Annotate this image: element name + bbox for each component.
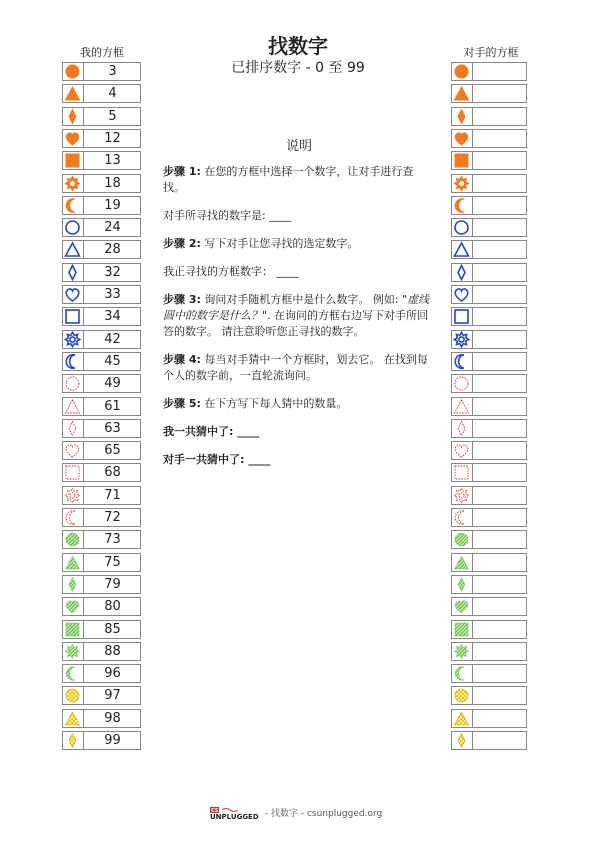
step-4-label: 步骤 4: <box>163 353 201 366</box>
cell-divider <box>472 219 473 236</box>
step-2-label: 步骤 2: <box>163 237 201 250</box>
checkered-diamond-icon <box>63 732 82 749</box>
my-box-row <box>62 196 141 215</box>
svg-text:UNPLUGGED: UNPLUGGED <box>210 812 259 821</box>
cell-divider <box>83 175 84 192</box>
step-3-text-b: . 在询问的方框右边写下对手所回答的数字。 请注意聆听您正寻找的数字。 <box>163 309 429 338</box>
my-box-number: 99 <box>104 733 121 748</box>
cell-divider <box>472 487 473 504</box>
opponent-box-number <box>474 710 526 727</box>
opponent-box-number <box>474 687 526 704</box>
opponent-box-row <box>451 441 527 460</box>
cell-divider <box>472 175 473 192</box>
cell-divider <box>83 264 84 281</box>
opponent-box-row <box>451 107 527 126</box>
solid-sun-icon <box>452 175 471 192</box>
opponent-box-row <box>451 664 527 683</box>
my-box-row <box>62 463 141 482</box>
opponent-box-row <box>451 575 527 594</box>
footer <box>210 806 410 821</box>
opponent-box-row <box>451 174 527 193</box>
solid-sun-icon <box>63 175 82 192</box>
striped-diamond-icon <box>452 576 471 593</box>
checkered-circle-icon <box>63 687 82 704</box>
step-3-label: 步骤 3: <box>163 293 201 306</box>
cell-divider <box>83 487 84 504</box>
my-box-number: 63 <box>104 420 121 436</box>
dashed-diamond-icon <box>63 420 82 437</box>
my-box-row <box>62 508 141 527</box>
opponent-box-row <box>451 463 527 482</box>
cell-divider <box>472 531 473 548</box>
step-3-example: "虚线圆中的数字是什么？" <box>163 293 430 322</box>
striped-sun-icon <box>63 643 82 660</box>
opponent-box-row <box>451 731 527 750</box>
outline-circle-icon <box>452 219 471 236</box>
my-guess-count <box>163 424 435 440</box>
dashed-square-icon <box>63 464 82 481</box>
cell-divider <box>472 108 473 125</box>
solid-diamond-icon <box>63 108 82 125</box>
my-box-number: 72 <box>104 510 121 525</box>
my-box-row <box>62 352 141 371</box>
opponent-box-number <box>474 85 526 102</box>
my-box-number: 4 <box>108 86 117 102</box>
cell-divider <box>83 241 84 258</box>
outline-moon-icon <box>63 353 82 370</box>
dashed-circle-icon <box>63 375 82 392</box>
dashed-triangle-icon <box>63 398 82 415</box>
cell-divider <box>83 420 84 437</box>
cell-divider <box>83 152 84 169</box>
opponent-box-number <box>474 576 526 593</box>
striped-circle-icon <box>452 531 471 548</box>
opponent-box-number <box>474 308 526 325</box>
solid-heart-icon <box>452 130 471 147</box>
outline-heart-icon <box>452 286 471 303</box>
my-box-number: 73 <box>104 532 121 548</box>
opponent-box-number <box>474 175 526 192</box>
solid-heart-icon <box>63 130 82 147</box>
my-guess-count-text: 我一共猜中了: ____ <box>163 425 260 438</box>
step-1-text: 在您的方框中选择一个数字，让对手进行查找。 <box>163 165 414 194</box>
my-box-number: 88 <box>104 643 121 659</box>
outline-triangle-icon <box>63 241 82 258</box>
striped-heart-icon <box>452 598 471 615</box>
solid-circle-icon <box>63 63 82 80</box>
cell-divider <box>472 621 473 638</box>
opponent-box-number <box>474 219 526 236</box>
opponent-box-row <box>451 240 527 259</box>
cell-divider <box>83 598 84 615</box>
cell-divider <box>472 197 473 214</box>
dashed-triangle-icon <box>452 398 471 415</box>
cell-divider <box>472 643 473 660</box>
cell-divider <box>472 241 473 258</box>
cell-divider <box>472 576 473 593</box>
my-box-row <box>62 620 141 639</box>
my-box-row <box>62 174 141 193</box>
opponent-box-number <box>474 264 526 281</box>
checkered-diamond-icon <box>452 732 471 749</box>
my-box-number: 13 <box>104 153 121 169</box>
my-box-number: 97 <box>104 688 121 704</box>
opponent-box-number <box>474 464 526 481</box>
opponent-box-number <box>474 554 526 571</box>
opponent-box-row <box>451 129 527 148</box>
opponent-box-number <box>474 375 526 392</box>
cell-divider <box>83 286 84 303</box>
my-box-row <box>62 419 141 438</box>
cell-divider <box>472 398 473 415</box>
footer-text: - 找数字 - csunplugged.org <box>262 809 383 819</box>
my-box-row <box>62 441 141 460</box>
my-box-row <box>62 597 141 616</box>
step-5-label: 步骤 5: <box>163 397 201 410</box>
opponent-box-row <box>451 62 527 81</box>
opponent-box-row <box>451 218 527 237</box>
cell-divider <box>472 420 473 437</box>
cell-divider <box>83 554 84 571</box>
cell-divider <box>83 576 84 593</box>
cell-divider <box>472 63 473 80</box>
cell-divider <box>472 442 473 459</box>
outline-moon-icon <box>452 353 471 370</box>
my-box-number: 19 <box>104 197 121 213</box>
opponent-box-row <box>451 709 527 728</box>
dashed-moon-icon <box>63 509 82 526</box>
title-block <box>180 34 416 78</box>
opponent-box-number <box>474 152 526 169</box>
checkered-circle-icon <box>452 687 471 704</box>
striped-triangle-icon <box>452 554 471 571</box>
outline-triangle-icon <box>452 241 471 258</box>
opponent-box-row <box>451 419 527 438</box>
cell-divider <box>472 331 473 348</box>
opponent-box-row <box>451 597 527 616</box>
my-box-number: 42 <box>104 331 121 347</box>
dashed-heart-icon <box>452 442 471 459</box>
striped-heart-icon <box>63 598 82 615</box>
outline-sun-icon <box>452 331 471 348</box>
cell-divider <box>83 464 84 481</box>
cell-divider <box>83 509 84 526</box>
my-box-number: 12 <box>104 130 121 146</box>
my-box-number: 80 <box>104 599 121 615</box>
striped-sun-icon <box>452 643 471 660</box>
cell-divider <box>83 621 84 638</box>
outline-square-icon <box>63 308 82 325</box>
solid-triangle-icon <box>452 85 471 102</box>
my-box-row <box>62 731 141 750</box>
instructions-heading: 说明 <box>285 139 312 154</box>
my-box-number: 28 <box>104 242 121 258</box>
my-box-number: 71 <box>104 487 121 503</box>
cell-divider <box>83 710 84 727</box>
cell-divider <box>83 219 84 236</box>
target-number-line: 对手所寻找的数字是: ____ <box>163 209 292 222</box>
cell-divider <box>83 398 84 415</box>
my-box-row <box>62 107 141 126</box>
opponent-box-number <box>474 732 526 749</box>
outline-circle-icon <box>63 219 82 236</box>
solid-diamond-icon <box>452 108 471 125</box>
step-1-label: 步骤 1: <box>163 165 201 178</box>
cell-divider <box>83 643 84 660</box>
striped-diamond-icon <box>63 576 82 593</box>
my-box-row <box>62 397 141 416</box>
step-3-text-a: 询问对手随机方框中是什么数字。 例如: <box>200 293 403 306</box>
opponent-guess-count-text: 对手一共猜中了: ____ <box>163 453 271 466</box>
my-box-row <box>62 686 141 705</box>
my-box-number: 96 <box>104 666 121 682</box>
opponent-box-row <box>451 196 527 215</box>
opponent-box-row <box>451 508 527 527</box>
my-box-row <box>62 642 141 661</box>
searching-number-line: 我正寻找的方框数字： ____ <box>163 265 299 278</box>
opponent-box-row <box>451 620 527 639</box>
my-box-row <box>62 285 141 304</box>
dashed-square-icon <box>452 464 471 481</box>
striped-square-icon <box>452 621 471 638</box>
opponent-box-row <box>451 553 527 572</box>
opponent-box-number <box>474 241 526 258</box>
my-box-row <box>62 84 141 103</box>
opponent-box-number <box>474 197 526 214</box>
opponent-guess-count <box>163 452 435 468</box>
my-box-number: 65 <box>104 443 121 459</box>
step-3 <box>163 292 435 340</box>
step-5 <box>163 396 435 412</box>
my-box-number: 61 <box>104 398 121 414</box>
opponent-box-row <box>451 397 527 416</box>
cell-divider <box>472 152 473 169</box>
cell-divider <box>83 375 84 392</box>
outline-diamond-icon <box>63 264 82 281</box>
step-5-text: 在下方写下每人猜中的数量。 <box>200 397 348 410</box>
page-subtitle: 已排序数字 - 0 至 99 <box>231 60 365 76</box>
dashed-sun-icon <box>63 487 82 504</box>
page-title: 找数字 <box>268 34 328 58</box>
opponent-box-number <box>474 643 526 660</box>
solid-circle-icon <box>452 63 471 80</box>
opponent-box-row <box>451 330 527 349</box>
step-2-text: 写下对手让您寻找的选定数字。 <box>200 237 359 250</box>
opponent-box-row <box>451 285 527 304</box>
my-box-row <box>62 553 141 572</box>
cell-divider <box>472 308 473 325</box>
opponent-box-row <box>451 530 527 549</box>
cell-divider <box>83 108 84 125</box>
outline-square-icon <box>452 308 471 325</box>
cell-divider <box>472 286 473 303</box>
cell-divider <box>472 130 473 147</box>
dashed-diamond-icon <box>452 420 471 437</box>
my-box-number: 79 <box>104 576 121 592</box>
cell-divider <box>472 598 473 615</box>
dashed-heart-icon <box>63 442 82 459</box>
opponent-box-number <box>474 331 526 348</box>
my-box-number: 49 <box>104 376 121 392</box>
solid-square-icon <box>63 152 82 169</box>
striped-square-icon <box>63 621 82 638</box>
solid-moon-icon <box>452 197 471 214</box>
outline-sun-icon <box>63 331 82 348</box>
cell-divider <box>472 85 473 102</box>
my-box-number: 3 <box>108 64 117 79</box>
checkered-triangle-icon <box>452 710 471 727</box>
opponent-box-number <box>474 63 526 80</box>
cell-divider <box>83 732 84 749</box>
my-box-number: 75 <box>104 554 121 570</box>
cell-divider <box>472 554 473 571</box>
cell-divider <box>83 308 84 325</box>
my-box-number: 32 <box>104 264 121 280</box>
svg-text:CS: CS <box>211 807 219 814</box>
outline-diamond-icon <box>452 264 471 281</box>
opponent-box-number <box>474 398 526 415</box>
my-box-number: 45 <box>104 353 121 369</box>
step-4 <box>163 352 435 384</box>
opponent-box-row <box>451 352 527 371</box>
solid-triangle-icon <box>63 85 82 102</box>
my-box-row <box>62 486 141 505</box>
cell-divider <box>83 353 84 370</box>
my-box-row <box>62 374 141 393</box>
cell-divider <box>472 464 473 481</box>
instructions <box>163 138 435 480</box>
dashed-sun-icon <box>452 487 471 504</box>
opponent-box-number <box>474 130 526 147</box>
checkered-triangle-icon <box>63 710 82 727</box>
cell-divider <box>83 687 84 704</box>
my-box-number: 34 <box>104 309 121 325</box>
cell-divider <box>83 85 84 102</box>
opponent-box-row <box>451 263 527 282</box>
my-box-row <box>62 530 141 549</box>
my-box-row <box>62 151 141 170</box>
cell-divider <box>83 63 84 80</box>
my-box-row <box>62 330 141 349</box>
opponent-box-number <box>474 531 526 548</box>
cell-divider <box>472 509 473 526</box>
dashed-circle-icon <box>452 375 471 392</box>
opponent-box-number <box>474 621 526 638</box>
cell-divider <box>472 710 473 727</box>
my-box-row <box>62 575 141 594</box>
cell-divider <box>83 130 84 147</box>
cs-unplugged-logo-icon <box>210 807 262 821</box>
striped-triangle-icon <box>63 554 82 571</box>
opponent-box-row <box>451 374 527 393</box>
cell-divider <box>83 331 84 348</box>
cell-divider <box>83 197 84 214</box>
striped-moon-icon <box>63 665 82 682</box>
my-boxes-label: 我的方框 <box>80 46 124 59</box>
opponent-box-row <box>451 84 527 103</box>
cell-divider <box>472 375 473 392</box>
my-box-number: 85 <box>104 621 121 637</box>
my-box-row <box>62 129 141 148</box>
opponent-box-row <box>451 307 527 326</box>
solid-moon-icon <box>63 197 82 214</box>
my-box-number: 98 <box>104 710 121 726</box>
my-box-row <box>62 218 141 237</box>
opponent-box-row <box>451 486 527 505</box>
striped-circle-icon <box>63 531 82 548</box>
my-box-number: 68 <box>104 465 121 481</box>
my-box-row <box>62 62 141 81</box>
opponent-box-number <box>474 487 526 504</box>
my-box-number: 33 <box>104 287 121 302</box>
outline-heart-icon <box>63 286 82 303</box>
dashed-moon-icon <box>452 509 471 526</box>
opponent-box-number <box>474 108 526 125</box>
opponent-box-number <box>474 442 526 459</box>
opponent-box-number <box>474 286 526 303</box>
opponent-box-row <box>451 642 527 661</box>
opponent-box-number <box>474 598 526 615</box>
step-1 <box>163 164 435 196</box>
my-box-number: 18 <box>104 175 121 191</box>
opponent-box-row <box>451 686 527 705</box>
my-box-row <box>62 263 141 282</box>
my-box-number: 5 <box>108 108 117 124</box>
step-2 <box>163 236 435 252</box>
my-box-row <box>62 709 141 728</box>
opponent-boxes-label: 对手的方框 <box>463 46 519 59</box>
cell-divider <box>83 442 84 459</box>
solid-square-icon <box>452 152 471 169</box>
step-4-text: 每当对手猜中一个方框时，划去它。 在找到每个人的数字前，一直轮流询问。 <box>163 353 428 382</box>
opponent-box-row <box>451 151 527 170</box>
opponent-box-number <box>474 509 526 526</box>
my-box-row <box>62 664 141 683</box>
cell-divider <box>472 687 473 704</box>
cell-divider <box>472 353 473 370</box>
striped-moon-icon <box>452 665 471 682</box>
cell-divider <box>472 665 473 682</box>
cell-divider <box>83 665 84 682</box>
opponent-box-number <box>474 353 526 370</box>
opponent-box-number <box>474 665 526 682</box>
cell-divider <box>472 264 473 281</box>
my-box-row <box>62 307 141 326</box>
my-box-number: 24 <box>104 220 121 236</box>
cell-divider <box>83 531 84 548</box>
opponent-box-number <box>474 420 526 437</box>
cell-divider <box>472 732 473 749</box>
my-box-row <box>62 240 141 259</box>
